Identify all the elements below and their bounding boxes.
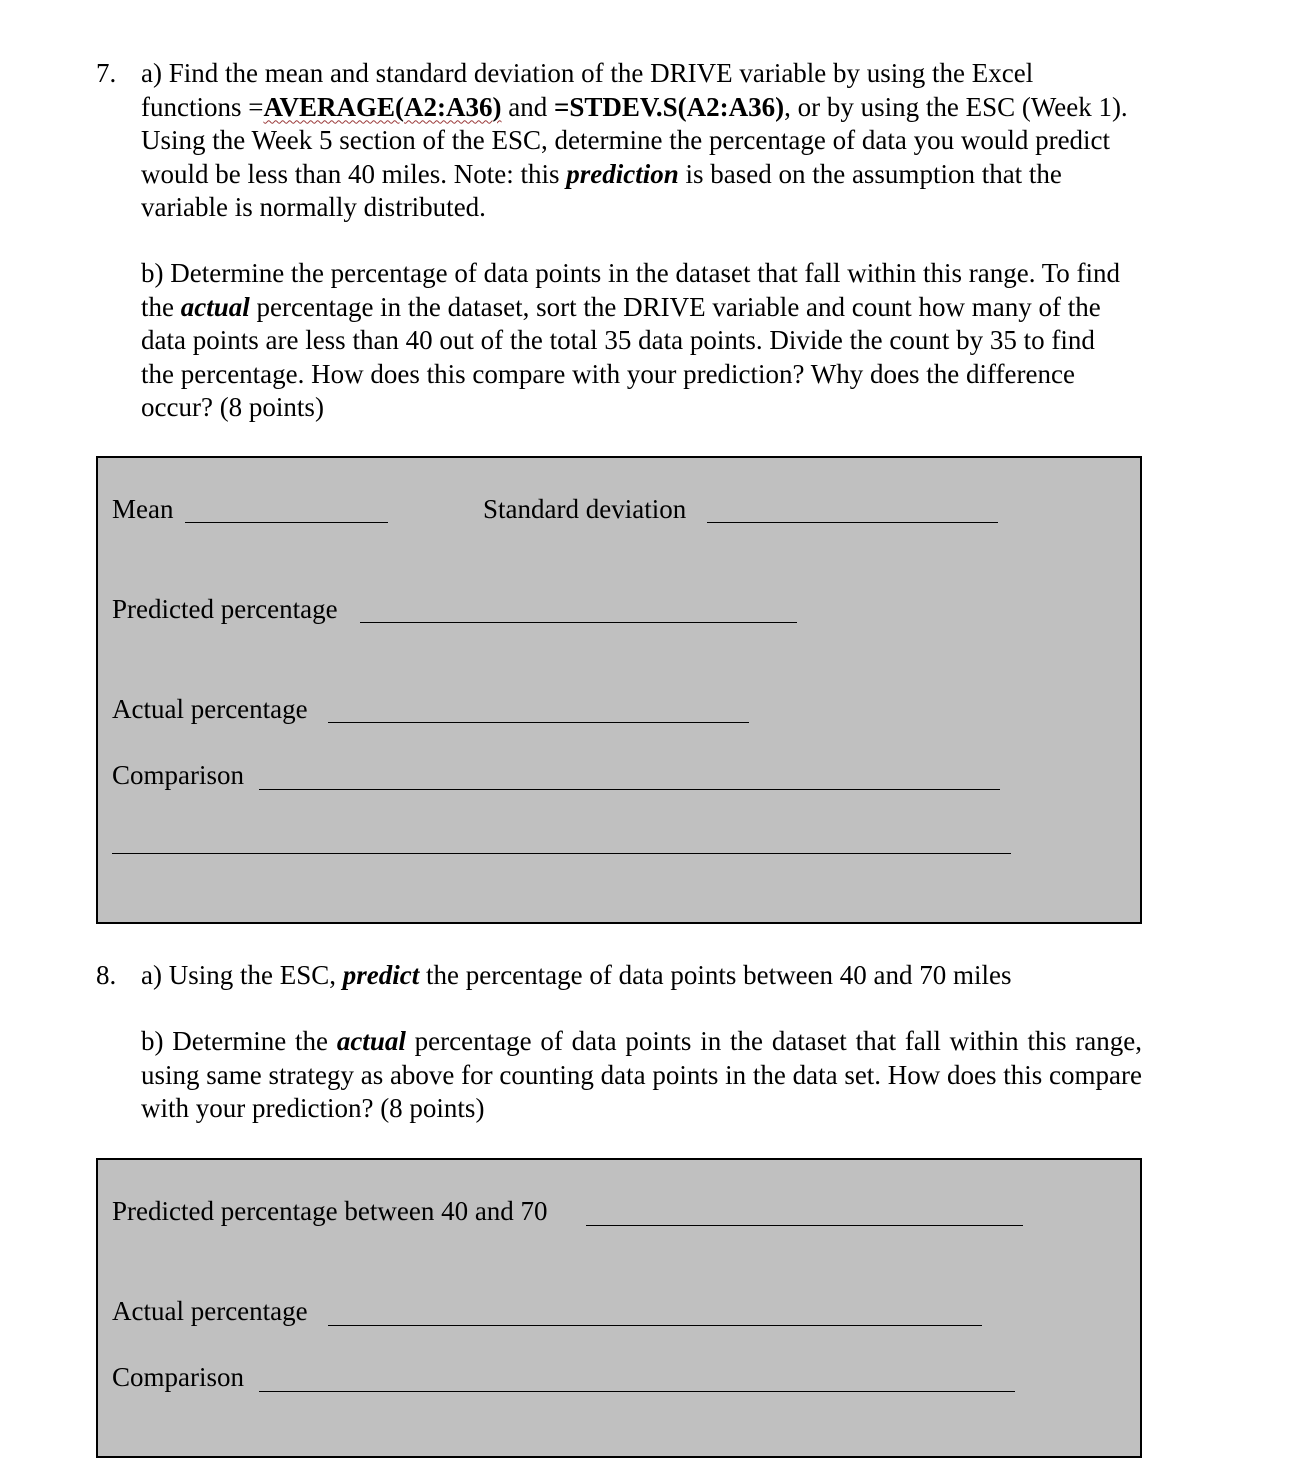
question-7-number: 7. xyxy=(96,58,117,88)
mean-label: Mean xyxy=(112,494,174,524)
prediction-emphasis: prediction xyxy=(566,158,679,189)
q7a-text-part1: a) Find the mean and standard deviation of the DRIVE variable by using the Excel functions = xyxy=(141,58,1034,122)
question-8-number: 8. xyxy=(96,960,117,990)
comparison-q8-answer-line[interactable] xyxy=(259,1391,1015,1392)
q7a-text-and: and xyxy=(501,91,554,122)
comparison-label: Comparison xyxy=(112,760,244,790)
stdev-formula: =STDEV.S(A2:A36) xyxy=(553,91,785,122)
q8b-text-part2: percentage of data points in the dataset that fall within this range, using same strategy as above for counting data points in the data set. How does this compare with your prediction? (8 points) xyxy=(141,1026,1143,1123)
std-dev-label: Standard deviation xyxy=(483,494,687,524)
question-7a-text xyxy=(141,57,1131,225)
q7a-text-part2: , or by using the ESC (Week 1). Using the Week 5 section of the ESC, determine the percentage of data you would predict would be less than 40 miles. Note: this xyxy=(141,91,1128,189)
q8a-text-part2: the percentage of data points between 40 and 70 miles xyxy=(419,960,1012,990)
mean-answer-line[interactable] xyxy=(185,522,388,523)
q7b-text-part1: b) Determine the percentage of data points in the dataset that fall within this range. To find the xyxy=(141,258,1121,322)
comparison-answer-line[interactable] xyxy=(259,789,1000,790)
q8a-text-part1: a) Using the ESC, xyxy=(141,960,343,990)
predict-emphasis: predict xyxy=(342,960,420,990)
q8b-text-part1: b) Determine the xyxy=(141,1026,337,1056)
actual-emphasis-q8: actual xyxy=(336,1026,406,1056)
predicted-percentage-label: Predicted percentage xyxy=(112,594,338,624)
q7a-text-part3: is based on the assumption that the variable is normally distributed. xyxy=(141,158,1062,222)
predicted-percentage-40-70-label: Predicted percentage between 40 and 70 xyxy=(112,1196,548,1226)
average-formula: AVERAGE(A2:A36) xyxy=(263,91,502,122)
actual-percentage-answer-line[interactable] xyxy=(328,722,749,723)
predicted-percentage-40-70-answer-line[interactable] xyxy=(586,1225,1023,1226)
question-7b-text xyxy=(141,257,1131,425)
actual-percentage-q8-answer-line[interactable] xyxy=(328,1325,982,1326)
question-8b-text xyxy=(141,1025,1142,1126)
std-dev-answer-line[interactable] xyxy=(707,522,998,523)
predicted-percentage-answer-line[interactable] xyxy=(360,622,797,623)
actual-percentage-label: Actual percentage xyxy=(112,694,308,724)
comparison-answer-line-2[interactable] xyxy=(112,853,1011,854)
actual-percentage-q8-label: Actual percentage xyxy=(112,1296,308,1326)
q7b-text-part2: percentage in the dataset, sort the DRIVE variable and count how many of the data points are less than 40 out of the total 35 data points. Divide the count by 35 to find the percentage. How does this compare with your prediction? Why does the difference occur? (8 points) xyxy=(141,291,1101,422)
actual-emphasis: actual xyxy=(180,291,250,322)
comparison-q8-label: Comparison xyxy=(112,1362,244,1392)
question-8a-text xyxy=(141,959,1151,993)
